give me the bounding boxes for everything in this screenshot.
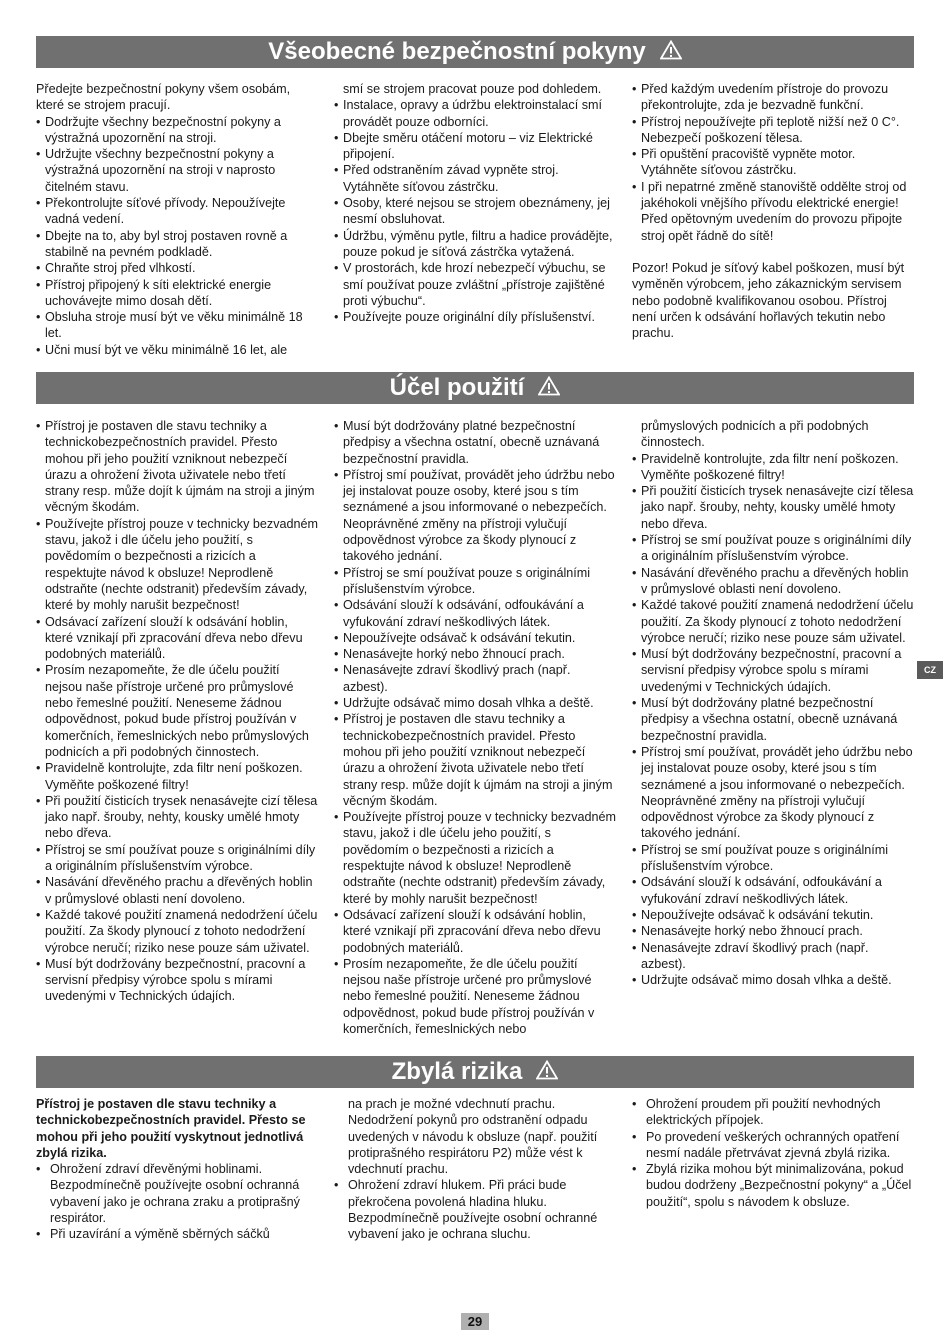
bullet-item: • Prosím nezapomeňte, že dle účelu použití nejsou naše přístroje určené pro průmyslové nebo řemeslné použití. Neneseme žádnou odpovědnost, pokud bude přístroj používán v komerčních, řemeslnických nebo <box>334 956 616 1037</box>
bullet-item: • Přístroj nepoužívejte při teplotě nižší než 0 C°. Nebezpečí poškození tělesa. <box>632 114 914 147</box>
bullet-item: • Přístroj smí používat, provádět jeho údržbu nebo jej instalovat pouze osoby, které jsou s tím seznámené a jsou informované o nebezpečích. Neoprávněné změny na přístroji vylučují odpovědnost výrobce za škody plynoucí z takového jednání. <box>334 467 616 565</box>
continued-text: na prach je možné vdechnutí prachu. Nedodržení pokynů pro odstranění odpadu uvedených v návodu k obsluze (např. použití protiprašného respirátoru P2) může vést k vdechnutí prachu. <box>348 1097 598 1177</box>
bullet-item: • Pravidelně kontrolujte, zda filtr není poškozen. Vyměňte poškozené filtry! <box>36 760 318 793</box>
bullet-item: • Chraňte stroj před vlhkostí. <box>36 260 318 276</box>
section-header-residual-risks <box>36 1056 914 1088</box>
bullet-item: • Nenasávejte zdraví škodlivý prach (např. azbest). <box>334 662 616 695</box>
bullet-item: • Používejte pouze originální díly příslušenství. <box>334 309 616 325</box>
bullet-item: • Dbejte směru otáčení motoru – viz Elektrické připojení. <box>334 130 616 163</box>
bullet-item: • Musí být dodržovány platné bezpečnostní předpisy a všechna ostatní, obecně uznávaná bezpečnostní pravidla. <box>632 695 914 744</box>
bullet-item: • Musí být dodržovány bezpečnostní, pracovní a servisní předpisy výrobce spolu s mírami uvedenými v Technických údajích. <box>36 956 318 1005</box>
spacer <box>632 244 914 260</box>
bullet-item: • Osoby, které nejsou se strojem obeznámeny, jej nesmí obsluhovat. <box>334 195 616 228</box>
bullet-item: • Musí být dodržovány platné bezpečnostní předpisy a všechna ostatní, obecně uznávaná bezpečnostní pravidla. <box>334 418 616 467</box>
bullet-item: • Přístroj je postaven dle stavu techniky a technickobezpečnostních pravidel. Přesto mohou při jeho použití vzniknout nebezpečí úrazu a ohrožení života uživatele nebo třetí strany resp. může dojít k újmám na stroji a jiným věcným škodám. <box>36 418 318 516</box>
bullet-item: • Musí být dodržovány bezpečnostní, pracovní a servisní předpisy výrobce spolu s mírami uvedenými v Technických údajích. <box>632 646 914 695</box>
bullet-item: • Ohrožení zdraví hlukem. Při práci bude překročena povolená hladina hluku. Bezpodmínečně používejte osobní ochranné vybavení jako je ochrana sluchu. <box>334 1177 616 1242</box>
intro-text: Přístroj je postaven dle stavu techniky a technickobezpečnostních pravidel. Přesto se mohou při jeho použití vyskytnout jednotlivá zbylá rizika. <box>36 1097 306 1160</box>
bullet-item: • Po provedení veškerých ochranných opatření nesmí nadále přetrvávat zjevná zbylá rizika. <box>632 1129 914 1162</box>
bullet-item: • Odsávací zařízení slouží k odsávání hoblin, které vznikají při zpracování dřeva nebo dřevu podobných materiálů. <box>36 614 318 663</box>
bullet-item: • Přístroj připojený k síti elektrické energie uchovávejte mimo dosah dětí. <box>36 277 318 310</box>
bullet-item: • Nenasávejte horký nebo žhnoucí prach. <box>334 646 616 662</box>
paragraph: Předejte bezpečnostní pokyny všem osobám, které se strojem pracují. <box>36 82 291 113</box>
text-column <box>334 418 616 1037</box>
bullet-item: • Před odstraněním závad vypněte stroj. Vytáhněte síťovou zástrčku. <box>334 162 616 195</box>
bullet-item: • Před každým uvedením přístroje do provozu překontrolujte, zda je bezvadně funkční. <box>632 81 914 114</box>
bullet-item: • Používejte přístroj pouze v technicky bezvadném stavu, jakož i dle účelu jeho použití, s povědomím o bezpečnosti a rizicích a respektujte návod k obsluze! Neprodleně odstraňte (nechte odstranit) především závady, které by mohly narušit bezpečnost! <box>334 809 616 907</box>
continued-text: smí se strojem pracovat pouze pod dohledem. <box>343 82 602 96</box>
text-column <box>36 81 318 358</box>
bullet-item: • Každé takové použití znamená nedodržení účelu použití. Za škody plynoucí z tohoto nedodržení výrobce neručí; riziko nese pouze sám uživatel. <box>36 907 318 956</box>
bullet-item: • Přístroj je postaven dle stavu techniky a technickobezpečnostních pravidel. Přesto mohou při jeho použití vzniknout nebezpečí úrazu a ohrožení života uživatele nebo třetí strany resp. může dojít k újmám na stroji a jiným věcným škodám. <box>334 711 616 809</box>
bullet-item: • Zbylá rizika mohou být minimalizována, pokud budou dodrženy „Bezpečnostní pokyny“ a „Účel použití“, spolu s návodem k obsluze. <box>632 1161 914 1210</box>
section-title: Účel použití <box>389 374 525 401</box>
warning-icon <box>536 1060 558 1080</box>
continued-text: průmyslových podnicích a při podobných činnostech. <box>641 419 869 450</box>
bullet-item: • Odsávání slouží k odsávání, odfoukávání a vyfukování zdraví neškodlivých látek. <box>334 597 616 630</box>
bullet-item: • V prostorách, kde hrozí nebezpečí výbuchu, se smí používat pouze zvláštní „přístroje zajištěné proti výbuchu“. <box>334 260 616 309</box>
bullet-item: • Přístroj se smí používat pouze s originálními příslušenstvím výrobce. <box>334 565 616 598</box>
bullet-item: • Přístroj se smí používat pouze s originálními příslušenstvím výrobce. <box>632 842 914 875</box>
bullet-item: • Instalace, opravy a údržbu elektroinstalací smí provádět pouze odborníci. <box>334 97 616 130</box>
bullet-item: • Nepoužívejte odsávač k odsávání tekutin. <box>632 907 914 923</box>
bullet-item: • Nenasávejte horký nebo žhnoucí prach. <box>632 923 914 939</box>
text-column <box>334 81 616 325</box>
paragraph: Pozor! Pokud je síťový kabel poškozen, musí být vyměněn výrobcem, jeho zákaznickým servisem nebo podobně kvalifikovanou osobou. Přístroj není určen k odsávání hořlavých tekutin nebo prachu. <box>632 260 905 341</box>
bullet-item: • Nepoužívejte odsávač k odsávání tekutin. <box>334 630 616 646</box>
text-column <box>36 418 318 1005</box>
bullet-item: • Pravidelně kontrolujte, zda filtr není poškozen. Vyměňte poškozené filtry! <box>632 451 914 484</box>
bullet-item: • Každé takové použití znamená nedodržení účelu použití. Za škody plynoucí z tohoto nedodržení výrobce neručí; riziko nese pouze sám uživatel. <box>632 597 914 646</box>
bullet-item: • Odsávání slouží k odsávání, odfoukávání a vyfukování zdraví neškodlivých látek. <box>632 874 914 907</box>
bullet-item: • Dodržujte všechny bezpečnostní pokyny a výstražná upozornění na stroji. <box>36 114 318 147</box>
section-header-intended-use <box>36 372 914 404</box>
text-column <box>632 418 914 988</box>
section-title: Zbylá rizika <box>391 1058 523 1085</box>
bullet-item: • Nenasávejte zdraví škodlivý prach (např. azbest). <box>632 940 914 973</box>
bullet-item: • Ohrožení proudem při použití nevhodných elektrických přípojek. <box>632 1096 914 1129</box>
text-column <box>632 81 914 341</box>
bullet-item: • Údržbu, výměnu pytle, filtru a hadice provádějte, pouze pokud je síťová zástrčka vytažená. <box>334 228 616 261</box>
bullet-item: • Při uzavírání a výměně sběrných sáčků <box>36 1226 318 1242</box>
bullet-item: • Prosím nezapomeňte, že dle účelu použití nejsou naše přístroje určené pro průmyslové nebo řemeslné použití. Neneseme žádnou odpovědnost, pokud bude přístroj používán v komerčních, řemeslnických nebo průmyslových podnicích a při podobných činnostech. <box>36 662 318 760</box>
bullet-item: • Při použití čisticích trysek nenasávejte cizí tělesa jako např. šrouby, nehty, kousky umělé hmoty nebo dřeva. <box>36 793 318 842</box>
bullet-item: • Nasávání dřevěného prachu a dřevěných hoblin v průmyslové oblasti není dovoleno. <box>36 874 318 907</box>
bullet-item: • Nasávání dřevěného prachu a dřevěných hoblin v průmyslové oblasti není dovoleno. <box>632 565 914 598</box>
bullet-item: • Přístroj se smí používat pouze s originálními díly a originálním příslušenstvím výrobce. <box>36 842 318 875</box>
bullet-item: • Obsluha stroje musí být ve věku minimálně 18 let. <box>36 309 318 342</box>
text-column <box>334 1096 616 1243</box>
text-column <box>632 1096 914 1210</box>
section-title: Všeobecné bezpečnostní pokyny <box>268 38 646 65</box>
warning-icon <box>660 40 682 60</box>
bullet-item: • Přístroj se smí používat pouze s originálními díly a originálním příslušenstvím výrobce. <box>632 532 914 565</box>
bullet-item: • Udržujte odsávač mimo dosah vlhka a deště. <box>334 695 616 711</box>
section-header-safety <box>36 36 914 68</box>
bullet-item: • Udržujte všechny bezpečnostní pokyny a výstražná upozornění na stroji v naprosto čitelném stavu. <box>36 146 318 195</box>
bullet-item: • Překontrolujte síťové přívody. Nepoužívejte vadná vedení. <box>36 195 318 228</box>
bullet-item: • I při nepatrné změně stanoviště oddělte stroj od jakéhokoli vnějšího přívodu elektrické energie! Před opětovným uvedením do provozu připojte stroj opět řádně do sítě! <box>632 179 914 244</box>
bullet-item: • Odsávací zařízení slouží k odsávání hoblin, které vznikají při zpracování dřeva nebo dřevu podobných materiálů. <box>334 907 616 956</box>
warning-icon <box>538 376 560 396</box>
bullet-item: • Učni musí být ve věku minimálně 16 let, ale <box>36 342 318 358</box>
bullet-item: • Ohrožení zdraví dřevěnými hoblinami. Bezpodmínečně používejte osobní ochranná vybavení jako je ochrana zraku a protiprašný respirátor. <box>36 1161 318 1226</box>
text-column <box>36 1096 318 1243</box>
language-tab: CZ <box>917 661 943 679</box>
bullet-item: • Při použití čisticích trysek nenasávejte cizí tělesa jako např. šrouby, nehty, kousky umělé hmoty nebo dřeva. <box>632 483 914 532</box>
bullet-item: • Udržujte odsávač mimo dosah vlhka a deště. <box>632 972 914 988</box>
bullet-item: • Při opuštění pracoviště vypněte motor. Vytáhněte síťovou zástrčku. <box>632 146 914 179</box>
bullet-item: • Přístroj smí používat, provádět jeho údržbu nebo jej instalovat pouze osoby, které jsou s tím seznámené a jsou informované o nebezpečích. Neoprávněné změny na přístroji vylučují odpovědnost výrobce za škody plynoucí z takového jednání. <box>632 744 914 842</box>
bullet-item: • Dbejte na to, aby byl stroj postaven rovně a stabilně na pevném podkladě. <box>36 228 318 261</box>
page-number: 29 <box>461 1313 489 1330</box>
bullet-item: • Používejte přístroj pouze v technicky bezvadném stavu, jakož i dle účelu jeho použití, s povědomím o bezpečnosti a rizicích a respektujte návod k obsluze! Neprodleně odstraňte (nechte odstranit) především závady, které by mohly narušit bezpečnost! <box>36 516 318 614</box>
